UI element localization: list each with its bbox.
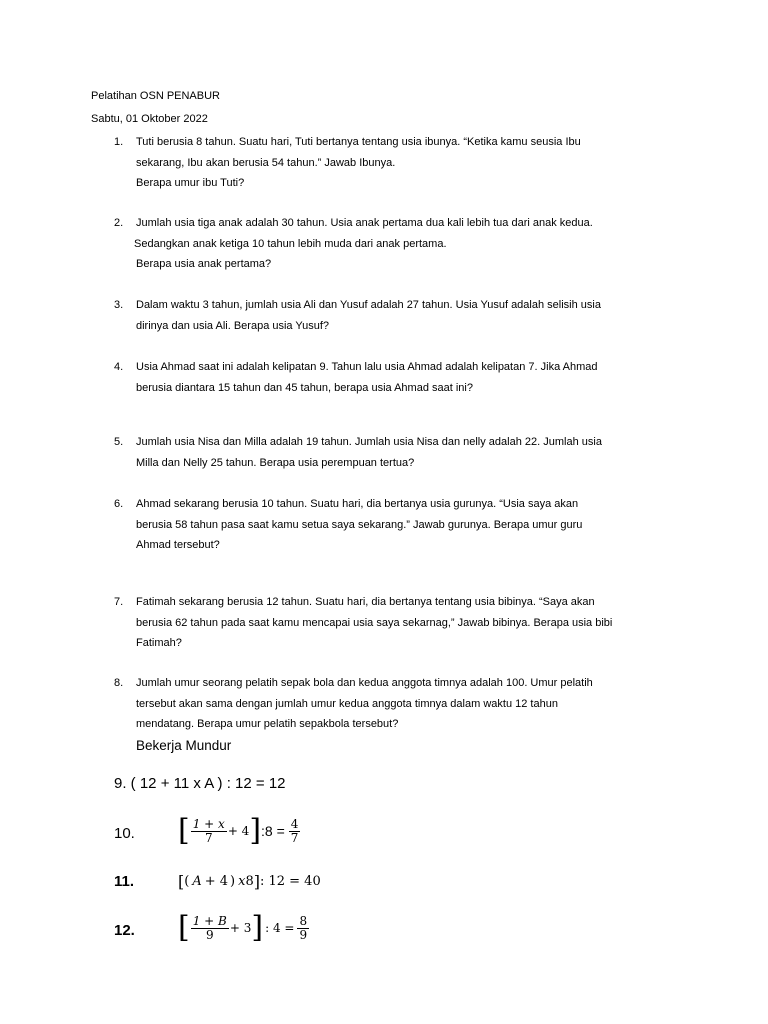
question-8 bbox=[114, 673, 694, 735]
question-line: Jumlah umur seorang pelatih sepak bola dan kedua anggota timnya adalah 100. Umur pelatih bbox=[136, 677, 593, 689]
operator: : 4 = bbox=[265, 921, 295, 935]
fraction-numerator: 4 bbox=[290, 816, 299, 831]
question-line: Ahmad tersebut? bbox=[136, 539, 220, 551]
question-7 bbox=[114, 592, 694, 654]
rhs-fraction bbox=[297, 915, 309, 942]
question-line: berusia diantara 15 tahun dan 45 tahun, berapa usia Ahmad saat ini? bbox=[136, 381, 473, 394]
fraction bbox=[191, 818, 227, 845]
equation-rest: : 12 = 40 bbox=[259, 874, 321, 889]
question-number: 5. bbox=[114, 436, 124, 448]
fraction bbox=[191, 915, 229, 942]
exercise-11-equation bbox=[178, 872, 321, 891]
question-line: Jumlah usia tiga anak adalah 30 tahun. Usia anak pertama dua kali lebih tua dari anak kedua. bbox=[136, 217, 593, 229]
question-line: Dalam waktu 3 tahun, jumlah usia Ali dan Yusuf adalah 27 tahun. Usia Yusuf adalah selisih usia bbox=[136, 299, 601, 311]
fraction-numerator: 1 + x bbox=[192, 816, 225, 831]
question-number: 4. bbox=[114, 361, 124, 373]
close-paren: ) bbox=[230, 874, 236, 889]
left-bracket: [ bbox=[178, 910, 190, 945]
question-line: Sedangkan anak ketiga 10 tahun lebih muda dari anak pertama. bbox=[134, 237, 447, 250]
question-4 bbox=[114, 357, 694, 398]
left-bracket: [ bbox=[178, 872, 185, 891]
question-number: 8. bbox=[114, 677, 124, 689]
question-line: Fatimah? bbox=[136, 637, 182, 649]
fraction-denominator: 7 bbox=[204, 830, 213, 845]
question-line: berusia 58 tahun pasa saat kamu setua saya sekarang.” Jawab gurunya. Berapa umur guru bbox=[136, 518, 583, 531]
open-paren: ( bbox=[184, 874, 190, 889]
question-line: Berapa umur ibu Tuti? bbox=[136, 177, 245, 189]
exercise-10-equation bbox=[178, 813, 301, 848]
question-5 bbox=[114, 432, 694, 473]
question-number: 3. bbox=[114, 299, 124, 311]
exercise-9: 9. ( 12 + 11 x A ) : 12 = 12 bbox=[114, 775, 286, 792]
plus-term: + 4 bbox=[204, 874, 229, 889]
question-2 bbox=[114, 213, 694, 275]
question-line: Ahmad sekarang berusia 10 tahun. Suatu hari, dia bertanya usia gurunya. “Usia saya akan bbox=[136, 498, 579, 510]
fraction-numerator: 8 bbox=[299, 913, 308, 928]
exercise-12-equation bbox=[178, 910, 310, 945]
right-bracket: ] bbox=[253, 872, 260, 891]
question-line: Tuti berusia 8 tahun. Suatu hari, Tuti bertanya tentang usia ibunya. “Ketika kamu seusia Ibu bbox=[136, 136, 581, 148]
exercise-11-number: 11. bbox=[114, 873, 135, 890]
exercise-10-number: 10. bbox=[114, 825, 135, 842]
question-3 bbox=[114, 295, 694, 336]
question-line: dirinya dan usia Ali. Berapa usia Yusuf? bbox=[136, 319, 330, 332]
rhs-fraction bbox=[289, 818, 301, 845]
question-line: Milla dan Nelly 25 tahun. Berapa usia perempuan tertua? bbox=[136, 456, 415, 469]
left-bracket: [ bbox=[178, 813, 190, 848]
question-line: berusia 62 tahun pada saat kamu mencapai usia saya sekarnag,” Jawab bibinya. Berapa usia bibi bbox=[136, 616, 613, 629]
question-line: Fatimah sekarang berusia 12 tahun. Suatu hari, dia bertanya tentang usia bibinya. “Saya akan bbox=[136, 596, 595, 608]
question-line: sekarang, Ibu akan berusia 54 tahun.” Jawab Ibunya. bbox=[136, 156, 396, 169]
plus-term: + 3 bbox=[229, 921, 252, 935]
question-line: Berapa usia anak pertama? bbox=[136, 258, 272, 270]
number-eight: 8 bbox=[245, 874, 254, 889]
fraction-numerator: 1 + B bbox=[192, 913, 227, 928]
question-number: 1. bbox=[114, 136, 124, 148]
question-number: 7. bbox=[114, 596, 124, 608]
right-bracket: ] bbox=[251, 910, 264, 945]
question-line: Usia Ahmad saat ini adalah kelipatan 9. Tahun lalu usia Ahmad adalah kelipatan 7. Jika Ahmad bbox=[136, 361, 598, 373]
right-bracket: ] bbox=[249, 813, 262, 848]
question-6 bbox=[114, 494, 694, 556]
fraction-denominator: 7 bbox=[290, 830, 299, 845]
document-date: Sabtu, 01 Oktober 2022 bbox=[91, 113, 208, 125]
document-title: Pelatihan OSN PENABUR bbox=[91, 90, 220, 102]
fraction-denominator: 9 bbox=[299, 927, 308, 942]
fraction-denominator: 9 bbox=[205, 927, 214, 942]
question-number: 6. bbox=[114, 498, 124, 510]
question-line: Jumlah usia Nisa dan Milla adalah 19 tahun. Jumlah usia Nisa dan nelly adalah 22. Jumlah usia bbox=[136, 436, 602, 448]
question-line: mendatang. Berapa umur pelatih sepakbola tersebut? bbox=[136, 718, 399, 730]
plus-term: + 4 bbox=[227, 824, 250, 838]
question-number: 2. bbox=[114, 217, 124, 229]
exercise-12-number: 12. bbox=[114, 922, 135, 939]
section-heading: Bekerja Mundur bbox=[136, 738, 232, 753]
question-1 bbox=[114, 132, 694, 194]
variable: A bbox=[192, 874, 202, 889]
times-sign: x bbox=[238, 874, 246, 889]
question-line: tersebut akan sama dengan jumlah umur kedua anggota timnya dalam waktu 12 tahun bbox=[136, 697, 558, 710]
operator: :8 = bbox=[261, 823, 285, 839]
